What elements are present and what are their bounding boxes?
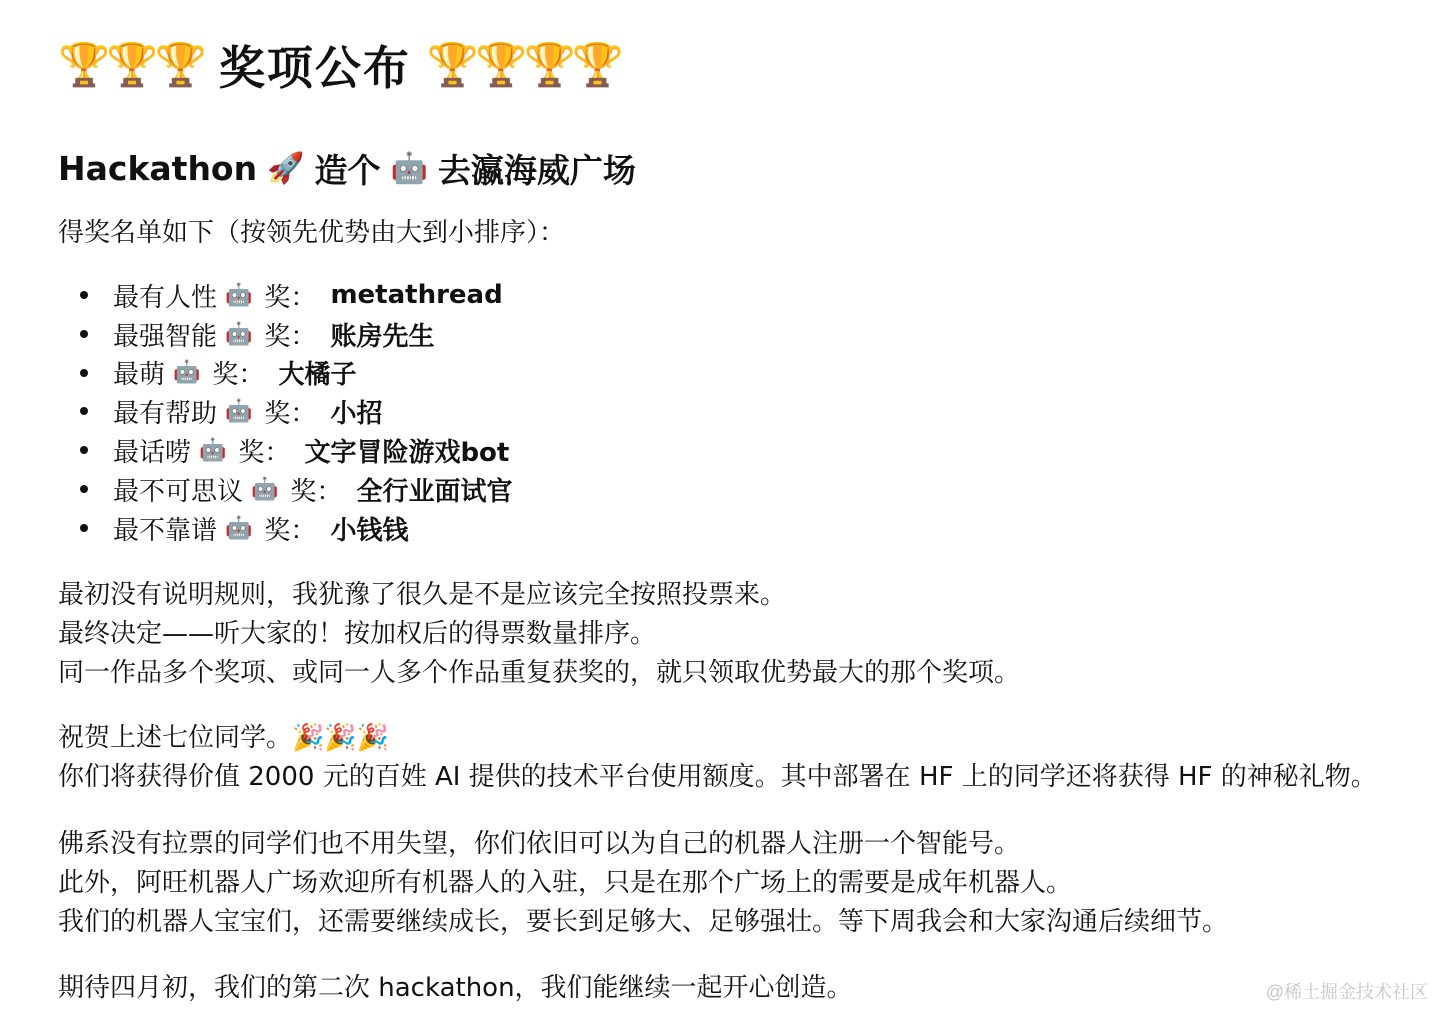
trophy-icons-right: 🏆🏆🏆🏆 bbox=[426, 40, 621, 89]
congrats-paragraph bbox=[58, 719, 1377, 797]
award-suffix: 奖： bbox=[238, 438, 291, 469]
robot-icon: 🤖 bbox=[225, 399, 253, 425]
bullet-icon bbox=[80, 485, 88, 493]
heading-text-build: 造个 bbox=[314, 151, 381, 190]
paragraph-line: 此外，阿旺机器人广场欢迎所有机器人的入驻，只是在那个广场上的需要是成年机器人。 bbox=[58, 868, 1073, 898]
award-suffix: 奖： bbox=[264, 399, 317, 430]
award-winner: 小钱钱 bbox=[330, 515, 409, 546]
heading-text-hackathon: Hackathon bbox=[58, 149, 258, 188]
paragraph-line: 我们的机器人宝宝们，还需要继续成长，要长到足够大、足够强壮。等下周我会和大家沟通后续细节。 bbox=[58, 907, 1229, 937]
robot-icon: 🤖 bbox=[390, 151, 428, 186]
rocket-icon: 🚀 bbox=[267, 151, 305, 186]
rules-paragraph bbox=[58, 576, 1020, 693]
watermark: @稀土掘金技术社区 bbox=[1265, 982, 1428, 1002]
award-suffix: 奖： bbox=[212, 360, 265, 391]
robot-icon: 🤖 bbox=[225, 321, 253, 347]
award-suffix: 奖： bbox=[264, 282, 317, 313]
intro-text: 得奖名单如下（按领先优势由大到小排序）： bbox=[58, 218, 566, 248]
award-prefix: 最有帮助 bbox=[113, 399, 218, 430]
section-heading bbox=[58, 145, 636, 192]
award-prefix: 最强智能 bbox=[113, 321, 218, 352]
others-paragraph bbox=[58, 825, 1228, 942]
bullet-icon bbox=[80, 407, 88, 415]
award-suffix: 奖： bbox=[264, 515, 317, 546]
page-title bbox=[58, 30, 620, 100]
list-item bbox=[58, 431, 512, 470]
title-text: 奖项公布 bbox=[218, 41, 411, 95]
robot-icon: 🤖 bbox=[173, 360, 201, 386]
award-winner: 全行业面试官 bbox=[356, 476, 513, 507]
list-item bbox=[58, 470, 512, 509]
list-item bbox=[58, 276, 512, 315]
bullet-icon bbox=[80, 330, 88, 338]
robot-icon: 🤖 bbox=[225, 515, 253, 541]
award-prefix: 最不可思议 bbox=[113, 476, 244, 507]
paragraph-line: 你们将获得价值 2000 元的百姓 AI 提供的技术平台使用额度。其中部署在 HF 上的同学还将获得 HF 的神秘礼物。 bbox=[58, 762, 1377, 792]
list-item bbox=[58, 392, 512, 431]
award-winner: 大橘子 bbox=[278, 360, 357, 391]
award-suffix: 奖： bbox=[264, 321, 317, 352]
award-prefix: 最有人性 bbox=[113, 282, 218, 313]
paragraph-line: 佛系没有拉票的同学们也不用失望，你们依旧可以为自己的机器人注册一个智能号。 bbox=[58, 829, 1021, 859]
award-prefix: 最萌 bbox=[113, 360, 166, 391]
paragraph-line: 祝贺上述七位同学。🎉🎉🎉 bbox=[58, 723, 390, 753]
bullet-icon bbox=[80, 446, 88, 454]
award-prefix: 最话唠 bbox=[113, 438, 192, 469]
paragraph-line: 同一作品多个奖项、或同一人多个作品重复获奖的，就只领取优势最大的那个奖项。 bbox=[58, 658, 1021, 688]
award-winner: 账房先生 bbox=[330, 321, 435, 352]
bullet-icon bbox=[80, 369, 88, 377]
robot-icon: 🤖 bbox=[225, 282, 253, 308]
bullet-icon bbox=[80, 524, 88, 532]
robot-icon: 🤖 bbox=[199, 438, 227, 464]
paragraph-line: 最终决定——听大家的！按加权后的得票数量排序。 bbox=[58, 619, 657, 649]
closing-paragraph bbox=[58, 969, 853, 1008]
heading-text-plaza: 去瀛海威广场 bbox=[437, 151, 636, 190]
trophy-icons-left: 🏆🏆🏆 bbox=[58, 40, 203, 89]
bullet-icon bbox=[80, 291, 88, 299]
award-prefix: 最不靠谱 bbox=[113, 515, 218, 546]
paragraph-line: 期待四月初，我们的第二次 hackathon，我们能继续一起开心创造。 bbox=[58, 973, 853, 1003]
award-winner: metathread bbox=[330, 280, 503, 311]
paragraph-line: 最初没有说明规则，我犹豫了很久是不是应该完全按照投票来。 bbox=[58, 580, 787, 610]
award-winner: 小招 bbox=[330, 399, 383, 430]
list-item bbox=[58, 354, 512, 393]
award-list bbox=[58, 276, 512, 548]
award-suffix: 奖： bbox=[290, 476, 343, 507]
award-winner: 文字冒险游戏bot bbox=[304, 438, 510, 469]
list-item bbox=[58, 509, 512, 548]
list-item bbox=[58, 315, 512, 354]
robot-icon: 🤖 bbox=[251, 476, 279, 502]
